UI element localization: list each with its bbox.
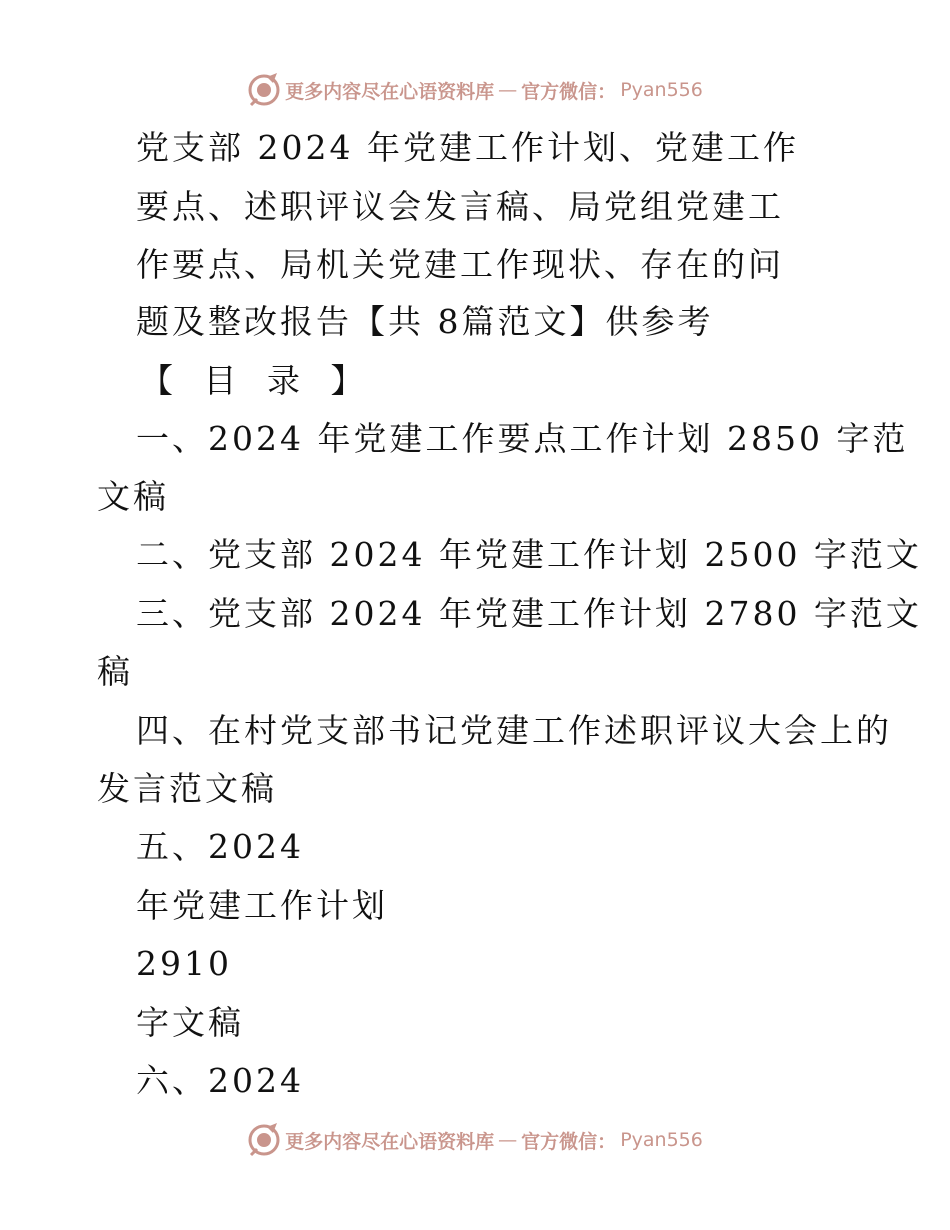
toc-line-1: 一、2024 年党建工作要点工作计划 2850 字范	[136, 419, 909, 458]
toc-line-7: 发言范文稿	[97, 769, 277, 808]
toc-heading: 【 目 录 】	[140, 361, 374, 400]
title-line-4: 题及整改报告【共 8篇范文】供参考	[136, 302, 714, 341]
banner-contact-id: Pyan556	[620, 1129, 703, 1151]
pen-logo-icon	[247, 1123, 281, 1157]
toc-line-9: 年党建工作计划	[136, 886, 388, 925]
toc-line-5: 稿	[97, 652, 133, 691]
banner-contact-prefix: 官方微信：	[521, 80, 617, 103]
toc-line-4: 三、党支部 2024 年党建工作计划 2780 字范文	[136, 594, 922, 633]
banner-dash: —	[498, 79, 518, 101]
footer-banner	[0, 1120, 950, 1160]
title-line-3: 作要点、局机关党建工作现状、存在的问	[136, 245, 784, 284]
banner-dash: —	[498, 1129, 518, 1151]
banner-text: 更多内容尽在心语资料库	[285, 80, 495, 103]
toc-line-3: 二、党支部 2024 年党建工作计划 2500 字范文	[136, 535, 922, 574]
toc-line-2: 文稿	[97, 477, 169, 516]
banner-contact-id: Pyan556	[620, 79, 703, 101]
title-line-1: 党支部 2024 年党建工作计划、党建工作	[136, 128, 799, 167]
toc-line-6: 四、在村党支部书记党建工作述职评议大会上的	[136, 711, 892, 750]
toc-line-12: 六、2024	[136, 1061, 304, 1100]
toc-line-11: 字文稿	[136, 1003, 244, 1042]
toc-line-10: 2910	[136, 944, 232, 983]
banner-contact-prefix: 官方微信：	[521, 1130, 617, 1153]
toc-line-8: 五、2024	[136, 827, 304, 866]
title-line-2: 要点、述职评议会发言稿、局党组党建工	[136, 187, 784, 226]
banner-text: 更多内容尽在心语资料库	[285, 1130, 495, 1153]
